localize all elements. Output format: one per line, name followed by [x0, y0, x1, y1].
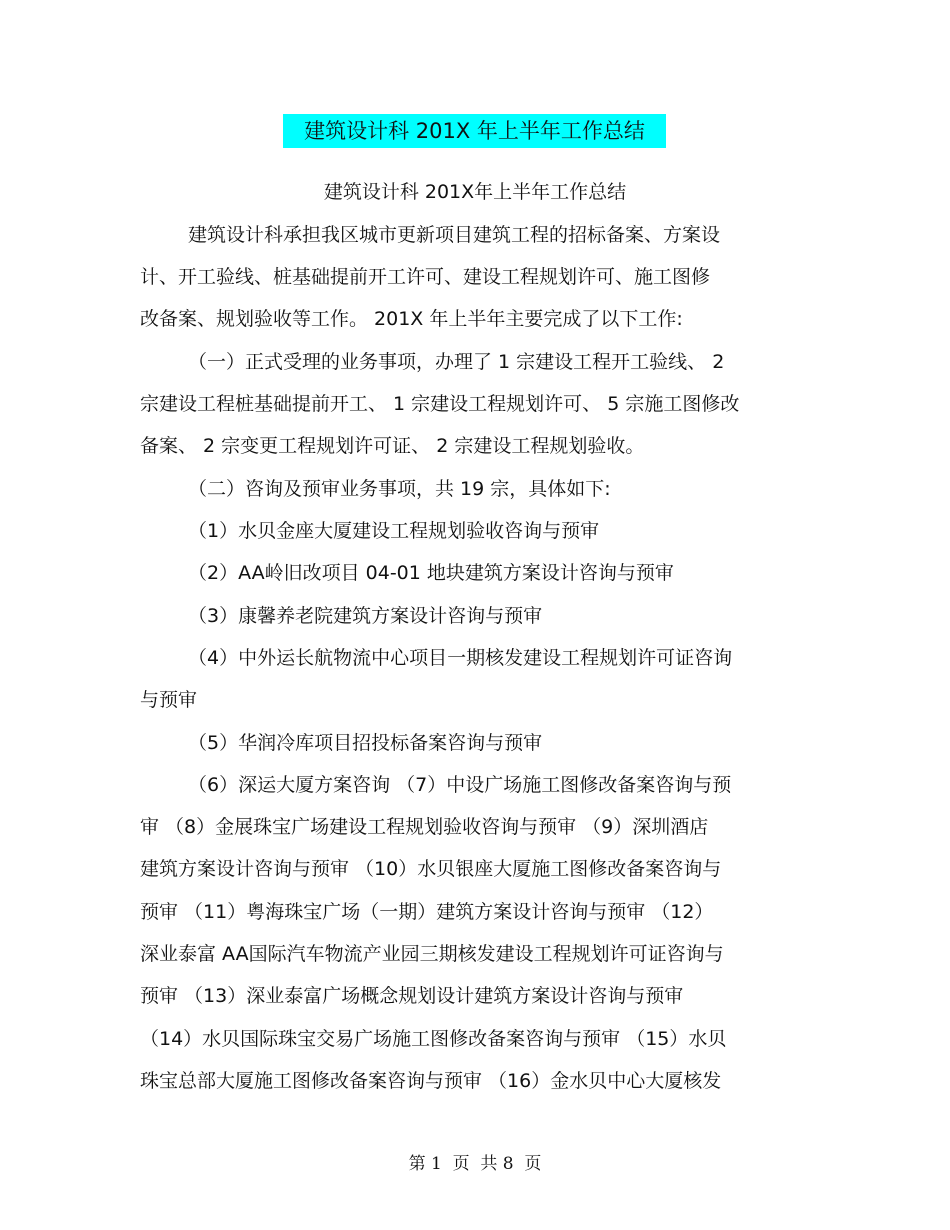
list-item: （3）康馨养老院建筑方案设计咨询与预审 — [188, 605, 543, 627]
body-line: （14）水贝国际珠宝交易广场施工图修改备案咨询与预审 （15）水贝 — [140, 1028, 727, 1050]
list-item: （6）深运大厦方案咨询 （7）中设广场施工图修改备案咨询与预 — [188, 774, 732, 796]
body-line: （一）正式受理的业务事项，办理了 1 宗建设工程开工验线、 2 — [188, 351, 725, 373]
body-line: 宗建设工程桩基础提前开工、 1 宗建设工程规划许可、 5 宗施工图修改 — [140, 393, 740, 415]
list-item: （2）AA岭旧改项目 04-01 地块建筑方案设计咨询与预审 — [188, 562, 674, 584]
body-line: 预审 （13）深业泰富广场概念规划设计建筑方案设计咨询与预审 — [140, 985, 684, 1007]
list-item: （1）水贝金座大厦建设工程规划验收咨询与预审 — [188, 520, 600, 542]
body-line: 计、开工验线、桩基础提前开工许可、建设工程规划许可、施工图修 — [140, 266, 711, 288]
body-line: 珠宝总部大厦施工图修改备案咨询与预审 （16）金水贝中心大厦核发 — [140, 1070, 722, 1092]
body-line: 建筑方案设计咨询与预审 （10）水贝银座大厦施工图修改备案咨询与 — [140, 858, 722, 880]
list-item: （4）中外运长航物流中心项目一期核发建设工程规划许可证咨询 — [188, 647, 733, 669]
body-line: 预审 （11）粤海珠宝广场（一期）建筑方案设计咨询与预审 （12） — [140, 901, 714, 923]
body-line: （二）咨询及预审业务事项，共 19 宗，具体如下: — [188, 478, 611, 500]
body-line: 深业泰富 AA国际汽车物流产业园三期核发建设工程规划许可证咨询与 — [140, 943, 724, 965]
body-line: 审 （8）金展珠宝广场建设工程规划验收咨询与预审 （9）深圳酒店 — [140, 816, 709, 838]
list-item: （5）华润冷库项目招投标备案咨询与预审 — [188, 732, 543, 754]
page-number-footer: 第 1 页 共 8 页 — [408, 1154, 542, 1174]
document-title: 建筑设计科 201X年上半年工作总结 — [323, 181, 627, 203]
body-line: 备案、 2 宗变更工程规划许可证、 2 宗建设工程规划验收。 — [140, 435, 645, 457]
body-line: 改备案、规划验收等工作。 201X 年上半年主要完成了以下工作: — [140, 308, 683, 330]
body-line: 建筑设计科承担我区城市更新项目建筑工程的招标备案、方案设 — [188, 224, 721, 246]
list-item-continuation: 与预审 — [140, 689, 198, 711]
header-title-highlighted: 建筑设计科 201X 年上半年工作总结 — [283, 114, 666, 148]
